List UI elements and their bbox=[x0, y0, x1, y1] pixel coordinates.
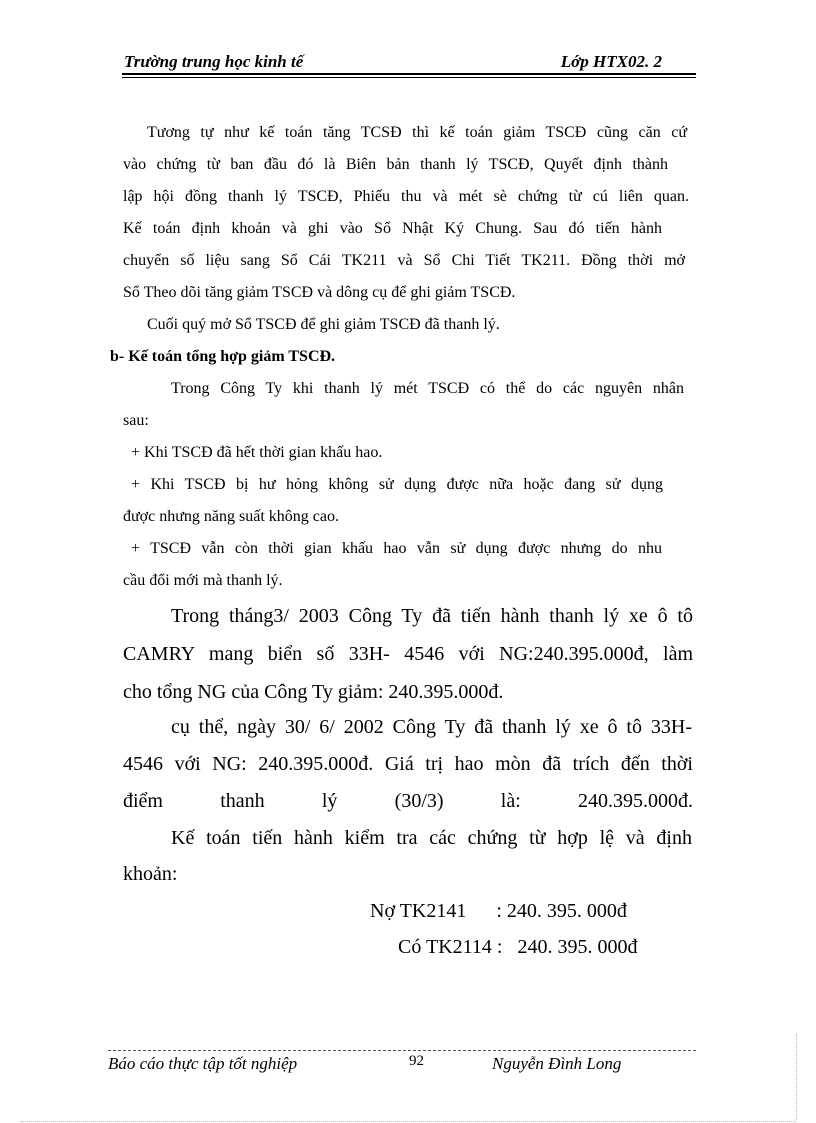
entry-credit: Có TK2114 : 240. 395. 000đ bbox=[398, 936, 638, 958]
bullet-2-line-1: + Khi TSCĐ bị hư hỏng không sử dụng được nữa hoặc đang sử dụng bbox=[131, 476, 663, 493]
para1-line-4: Kế toán định khoản và ghi vào Sổ Nhật Ký Chung. Sau đó tiến hành bbox=[123, 220, 662, 237]
para6-line-2: khoản: bbox=[123, 863, 178, 885]
footer-report-title: Báo cáo thực tập tốt nghiệp bbox=[108, 1054, 298, 1073]
page-border-bottom bbox=[20, 1121, 796, 1122]
footer-rule bbox=[108, 1050, 696, 1051]
page-header bbox=[122, 50, 694, 74]
para5-line-3: điểm thanh lý (30/3) là: 240.395.000đ. bbox=[123, 790, 693, 812]
para4-line-1: Trong tháng3/ 2003 Công Ty đã tiến hành thanh lý xe ô tô bbox=[171, 605, 693, 627]
footer-author: Nguyễn Đình Long bbox=[492, 1054, 622, 1073]
para1-line-6: Sổ Theo dõi tăng giảm TSCĐ và dông cụ để ghi giảm TSCĐ. bbox=[123, 284, 516, 301]
para6-line-1: Kế toán tiến hành kiểm tra các chứng từ hợp lệ và định bbox=[171, 827, 692, 849]
entry-debit: Nợ TK2141 : 240. 395. 000đ bbox=[370, 900, 627, 922]
para2-line-1: Cuối quý mở Sổ TSCĐ để ghi giảm TSCĐ đã thanh lý. bbox=[147, 316, 500, 333]
para4-line-2: CAMRY mang biển số 33H- 4546 với NG:240.395.000đ, làm bbox=[123, 643, 693, 665]
header-rule-thin bbox=[122, 77, 696, 78]
para5-line-2: 4546 với NG: 240.395.000đ. Giá trị hao mòn đã trích đến thời bbox=[123, 753, 693, 775]
bullet-3-line-2: cầu đổi mới mà thanh lý. bbox=[123, 572, 283, 589]
bullet-2-line-2: được nhưng năng suất không cao. bbox=[123, 508, 339, 525]
bullet-3-line-1: + TSCĐ vẫn còn thời gian khấu hao vẫn sử dụng được nhưng do nhu bbox=[131, 540, 662, 557]
bullet-1: + Khi TSCĐ đã hết thời gian khấu hao. bbox=[131, 444, 383, 461]
para3-line-1: Trong Công Ty khi thanh lý mét TSCĐ có thể do các nguyên nhân bbox=[171, 380, 684, 397]
section-heading: b- Kế toán tổng hợp giảm TSCĐ. bbox=[110, 348, 336, 365]
header-class-name: Lớp HTX02. 2 bbox=[560, 52, 662, 71]
footer-page-number: 92 bbox=[409, 1053, 424, 1069]
para1-line-5: chuyển số liệu sang Sổ Cái TK211 và Sổ Chi Tiết TK211. Đồng thời mở bbox=[123, 252, 685, 269]
header-school-name: Trường trung học kinh tế bbox=[124, 52, 304, 71]
para1-line-3: lập hội đồng thanh lý TSCĐ, Phiếu thu và mét sè chứng từ cú liên quan. bbox=[123, 188, 689, 205]
para5-line-1: cụ thể, ngày 30/ 6/ 2002 Công Ty đã thanh lý xe ô tô 33H- bbox=[171, 716, 692, 738]
para1-line-2: vào chứng từ ban đầu đó là Biên bản thanh lý TSCĐ, Quyết định thành bbox=[123, 156, 668, 173]
para1-line-1: Tương tự như kế toán tăng TCSĐ thì kế toán giảm TSCĐ cũng căn cứ bbox=[147, 124, 687, 141]
header-rule-thick bbox=[122, 73, 696, 75]
para4-line-3: cho tổng NG của Công Ty giảm: 240.395.000đ. bbox=[123, 681, 504, 703]
para3-line-2: sau: bbox=[123, 412, 149, 429]
page-border-right bbox=[796, 1034, 797, 1120]
